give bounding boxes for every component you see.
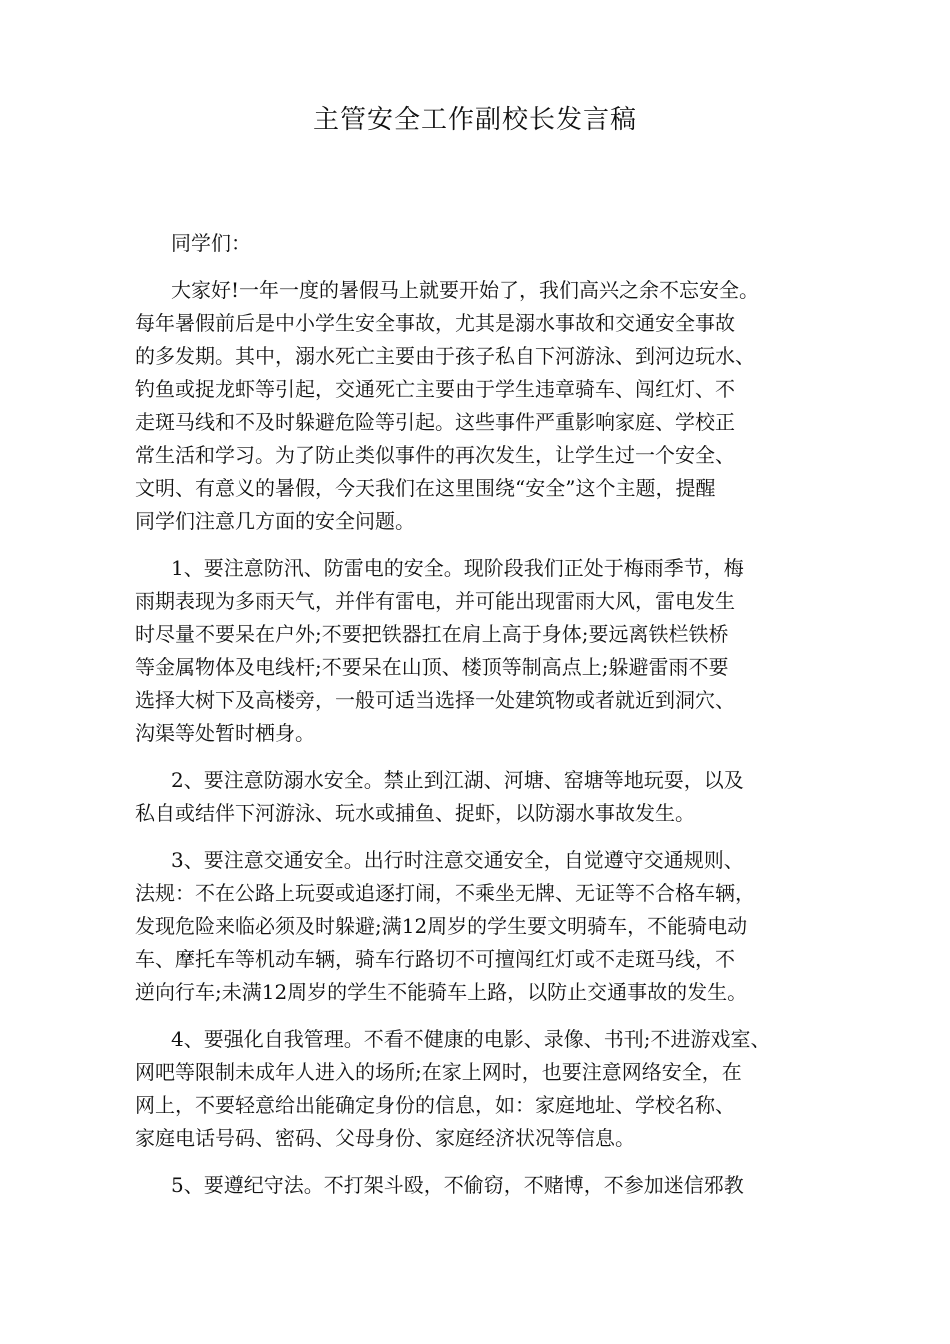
paragraph-line: 的多发期。其中，溺水死亡主要由于孩子私自下河游泳、到河边玩水、 bbox=[135, 344, 755, 368]
paragraph-item-5 bbox=[135, 1169, 835, 1202]
paragraph-line: 沟渠等处暂时栖身。 bbox=[135, 721, 315, 745]
paragraph-line: 法规：不在公路上玩耍或追逐打闹，不乘坐无牌、无证等不合格车辆， bbox=[135, 881, 755, 905]
paragraph-line: 同学们： bbox=[171, 231, 251, 255]
paragraph-line: 网上，不要轻意给出能确定身份的信息，如：家庭地址、学校名称、 bbox=[135, 1093, 735, 1117]
paragraph-greeting bbox=[135, 227, 835, 260]
paragraph-line: 钓鱼或捉龙虾等引起，交通死亡主要由于学生违章骑车、闯红灯、不 bbox=[135, 377, 735, 401]
paragraph-line: 车、摩托车等机动车辆，骑车行路切不可擅闯红灯或不走斑马线，不 bbox=[135, 947, 735, 971]
paragraph-line: 3、要注意交通安全。出行时注意交通安全，自觉遵守交通规则、 bbox=[171, 848, 744, 872]
document-title: 主管安全工作副校长发言稿 bbox=[312, 105, 637, 135]
paragraph-line: 逆向行车;未满12周岁的学生不能骑车上路，以防止交通事故的发生。 bbox=[135, 980, 748, 1004]
paragraph-line: 5、要遵纪守法。不打架斗殴，不偷窃，不赌博，不参加迷信邪教 bbox=[171, 1173, 744, 1197]
paragraph-line: 文明、有意义的暑假，今天我们在这里围绕“安全”这个主题，提醒 bbox=[135, 476, 716, 500]
paragraph-line: 发现危险来临必须及时躲避;满12周岁的学生要文明骑车，不能骑电动 bbox=[135, 914, 748, 938]
paragraph-line: 等金属物体及电线杆;不要呆在山顶、楼顶等制高点上;躲避雷雨不要 bbox=[135, 655, 729, 679]
paragraph-line: 走斑马线和不及时躲避危险等引起。这些事件严重影响家庭、学校正 bbox=[135, 410, 735, 434]
paragraph-line: 同学们注意几方面的安全问题。 bbox=[135, 509, 415, 533]
paragraph-line: 家庭电话号码、密码、父母身份、家庭经济状况等信息。 bbox=[135, 1126, 635, 1150]
paragraph-item-4 bbox=[135, 1023, 835, 1155]
paragraph-item-1 bbox=[135, 552, 835, 750]
paragraph-line: 1、要注意防汛、防雷电的安全。现阶段我们正处于梅雨季节，梅 bbox=[171, 556, 744, 580]
paragraph-line: 雨期表现为多雨天气，并伴有雷电，并可能出现雷雨大风，雷电发生 bbox=[135, 589, 735, 613]
document-body bbox=[135, 227, 835, 1216]
paragraph-line: 时尽量不要呆在户外;不要把铁器扛在肩上高于身体;要远离铁栏铁桥 bbox=[135, 622, 729, 646]
paragraph-line: 常生活和学习。为了防止类似事件的再次发生，让学生过一个安全、 bbox=[135, 443, 735, 467]
paragraph-intro bbox=[135, 274, 835, 538]
paragraph-line: 每年暑假前后是中小学生安全事故，尤其是溺水事故和交通安全事故 bbox=[135, 311, 735, 335]
paragraph-line: 2、要注意防溺水安全。禁止到江湖、河塘、窑塘等地玩耍，以及 bbox=[171, 768, 744, 792]
paragraph-line: 4、要强化自我管理。不看不健康的电影、录像、书刊;不进游戏室、 bbox=[171, 1027, 771, 1051]
paragraph-item-3 bbox=[135, 844, 835, 1009]
paragraph-line: 大家好!一年一度的暑假马上就要开始了，我们高兴之余不忘安全。 bbox=[171, 278, 760, 302]
paragraph-line: 私自或结伴下河游泳、玩水或捕鱼、捉虾，以防溺水事故发生。 bbox=[135, 801, 695, 825]
paragraph-item-2 bbox=[135, 764, 835, 830]
paragraph-line: 选择大树下及高楼旁，一般可适当选择一处建筑物或者就近到洞穴、 bbox=[135, 688, 735, 712]
paragraph-line: 网吧等限制未成年人进入的场所;在家上网时，也要注意网络安全，在 bbox=[135, 1060, 742, 1084]
